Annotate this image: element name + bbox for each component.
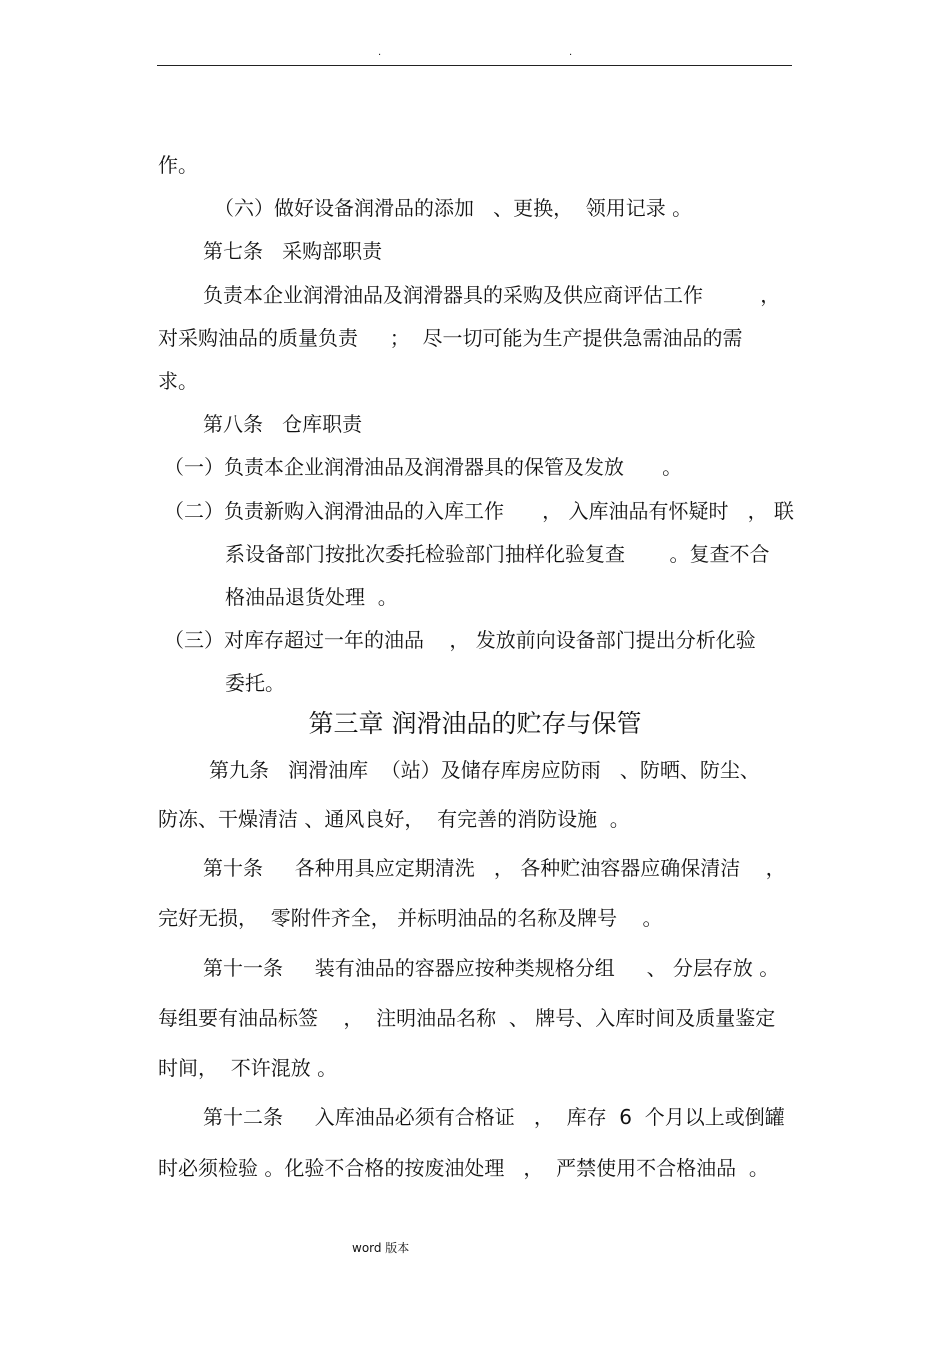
article-heading: 第七条 采购部职责 bbox=[203, 239, 383, 263]
header-rule bbox=[157, 65, 792, 66]
header-dot-right: . bbox=[569, 47, 573, 58]
chapter-title: 第三章 润滑油品的贮存与保管 bbox=[308, 709, 642, 738]
text-line: 负责本企业润滑油品及润滑器具的采购及供应商评估工作 ， bbox=[203, 283, 781, 307]
text-line: 时必须检验 。化验不合格的按废油处理 ， 严禁使用不合格油品 。 bbox=[158, 1156, 769, 1180]
text-line: 作。 bbox=[158, 153, 198, 177]
list-item: （三）对库存超过一年的油品 ， 发放前向设备部门提出分析化验 bbox=[164, 628, 756, 652]
text-line: 委托。 bbox=[225, 671, 285, 695]
article-heading: 第八条 仓库职责 bbox=[203, 412, 363, 436]
text-line: 求。 bbox=[158, 369, 198, 393]
text-line: 每组要有油品标签 ， 注明油品名称 、 牌号、入库时间及质量鉴定 bbox=[158, 1006, 776, 1030]
text-line: 格油品退货处理 。 bbox=[225, 585, 398, 609]
text-line: 第十一条 装有油品的容器应按种类规格分组 、 分层存放 。 bbox=[203, 956, 780, 980]
header-dot-left: . bbox=[378, 47, 382, 58]
text-line: 第十条 各种用具应定期清洗 ， 各种贮油容器应确保清洁 ， bbox=[203, 856, 786, 880]
list-item: （一）负责本企业润滑油品及润滑器具的保管及发放 。 bbox=[164, 455, 683, 479]
text-line: （六）做好设备润滑品的添加 、更换， 领用记录 。 bbox=[214, 196, 693, 220]
text-line: 系设备部门按批次委托检验部门抽样化验复查 。复查不合 bbox=[225, 542, 770, 566]
text-line: 第九条 润滑油库 （站）及储存库房应防雨 、防晒、防尘、 bbox=[209, 758, 760, 782]
text-line: 时间， 不许混放 。 bbox=[158, 1056, 338, 1080]
page-footer: word 版本 bbox=[352, 1241, 410, 1255]
text-line: 对采购油品的质量负责 ； 尽一切可能为生产提供急需油品的需 bbox=[158, 326, 743, 350]
text-line: 完好无损， 零附件齐全， 并标明油品的名称及牌号 。 bbox=[158, 906, 663, 930]
text-line: 防冻、干燥清洁 、通风良好， 有完善的消防设施 。 bbox=[158, 807, 630, 831]
list-item: （二）负责新购入润滑油品的入库工作 ， 入库油品有怀疑时 ， 联 bbox=[164, 499, 794, 523]
text-line: 第十二条 入库油品必须有合格证 ， 库存 6 个月以上或倒罐 bbox=[203, 1105, 785, 1129]
